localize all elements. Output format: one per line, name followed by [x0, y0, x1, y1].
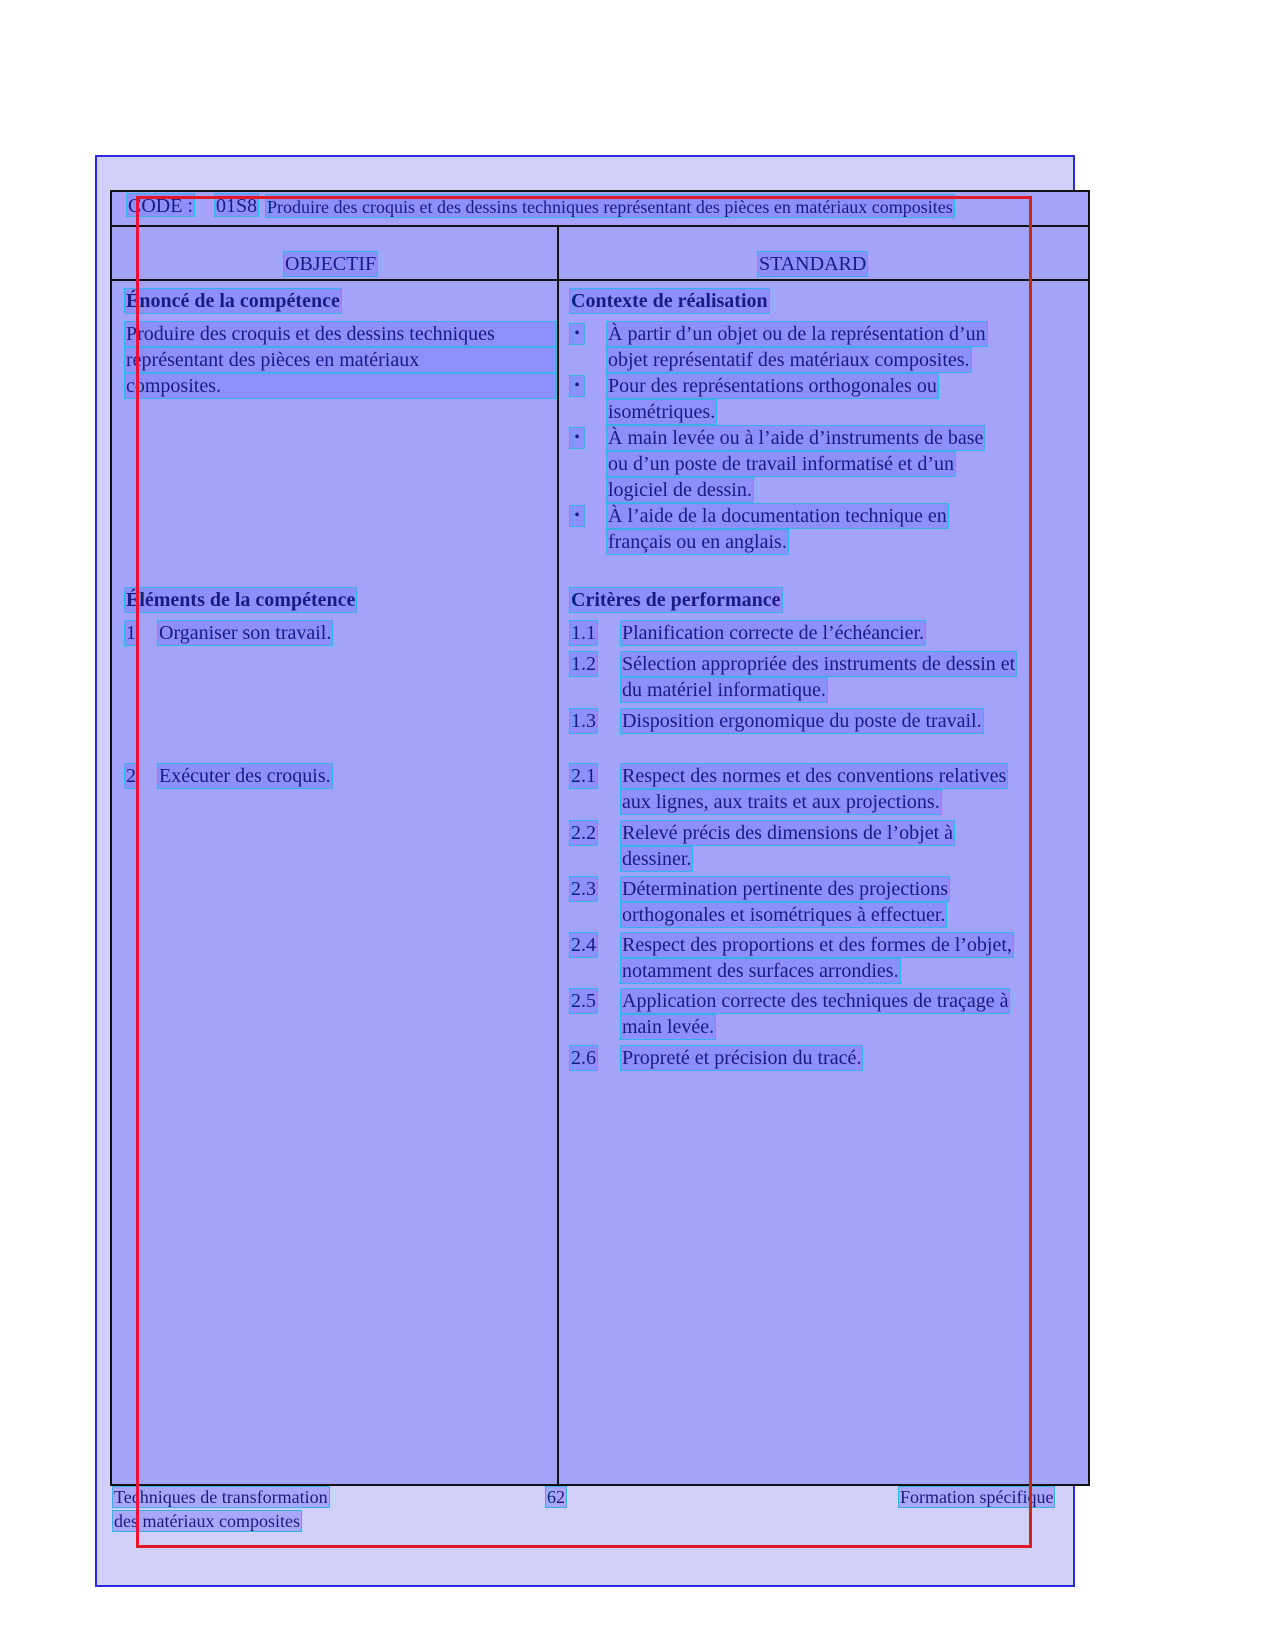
- contexte-line: Pour des représentations orthogonales ou: [608, 375, 937, 397]
- bullet-icon: •: [569, 505, 585, 527]
- contexte-line: français ou en anglais.: [608, 531, 787, 553]
- bullet-icon: •: [569, 323, 585, 345]
- contexte-line: isométriques.: [608, 401, 716, 423]
- code-label: CODE :: [128, 195, 193, 217]
- column-header-standard: STANDARD: [759, 253, 867, 275]
- footer-left: Techniques de transformation: [114, 1487, 328, 1507]
- enonce-line: composites.: [124, 373, 557, 399]
- critere-number: 1.1: [571, 622, 596, 644]
- critere-line: Respect des normes et des conventions relatives: [622, 765, 1007, 787]
- critere-number: 1.3: [571, 710, 596, 732]
- critere-line: notamment des surfaces arrondies.: [622, 960, 899, 982]
- bullet-icon: •: [569, 375, 585, 397]
- critere-line: Respect des proportions et des formes de l’objet,: [622, 934, 1012, 956]
- critere-number: 1.2: [571, 653, 596, 675]
- element-text: Organiser son travail.: [159, 622, 332, 644]
- column-divider: [557, 225, 559, 1486]
- critere-line: Disposition ergonomique du poste de travail.: [622, 710, 982, 732]
- contexte-line: objet représentatif des matériaux composites.: [608, 349, 970, 371]
- critere-line: Planification correcte de l’échéancier.: [622, 622, 925, 644]
- critere-line: aux lignes, aux traits et aux projections.: [622, 791, 940, 813]
- critere-number: 2.2: [571, 822, 596, 844]
- contexte-line: À main levée ou à l’aide d’instruments de base: [608, 427, 984, 449]
- header-rule: [110, 225, 1090, 227]
- critere-line: dessiner.: [622, 848, 692, 870]
- critere-line: Sélection appropriée des instruments de dessin et: [622, 653, 1016, 675]
- contexte-line: À l’aide de la documentation technique en: [608, 505, 947, 527]
- footer-left-2: des matériaux composites: [114, 1511, 300, 1531]
- element-number: 2: [126, 765, 136, 787]
- critere-line: Application correcte des techniques de traçage à: [622, 990, 1009, 1012]
- code-value: 01S8: [216, 195, 258, 217]
- critere-line: orthogonales et isométriques à effectuer.: [622, 904, 946, 926]
- contexte-line: logiciel de dessin.: [608, 479, 752, 501]
- critere-line: main levée.: [622, 1016, 715, 1038]
- competence-title: Produire des croquis et des dessins techniques représentant des pièces en matériaux composites: [265, 194, 955, 218]
- element-text: Exécuter des croquis.: [159, 765, 331, 787]
- critere-line: Relevé précis des dimensions de l’objet à: [622, 822, 954, 844]
- bullet-icon: •: [569, 427, 585, 449]
- critere-number: 2.5: [571, 990, 596, 1012]
- critere-number: 2.6: [571, 1047, 596, 1069]
- header-rule-top: [110, 190, 1090, 192]
- criteres-heading: Critères de performance: [571, 589, 781, 611]
- critere-number: 2.4: [571, 934, 596, 956]
- contexte-line: ou d’un poste de travail informatisé et d’un: [608, 453, 955, 475]
- contexte-line: À partir d’un objet ou de la représentation d’un: [608, 323, 986, 345]
- columns-rule: [110, 279, 1090, 281]
- footer-page-number: 62: [547, 1487, 565, 1507]
- column-header-objectif: OBJECTIF: [285, 253, 377, 275]
- elements-heading: Éléments de la compétence: [126, 589, 356, 611]
- enonce-line: représentant des pièces en matériaux: [124, 347, 557, 373]
- contexte-heading: Contexte de réalisation: [571, 290, 768, 312]
- critere-line: Détermination pertinente des projections: [622, 878, 949, 900]
- critere-line: du matériel informatique.: [622, 679, 826, 701]
- critere-number: 2.1: [571, 765, 596, 787]
- footer-right: Formation spécifique: [900, 1487, 1054, 1507]
- critere-line: Propreté et précision du tracé.: [622, 1047, 862, 1069]
- enonce-heading: Énoncé de la compétence: [126, 290, 340, 312]
- element-number: 1: [126, 622, 136, 644]
- enonce-line: Produire des croquis et des dessins techniques: [124, 321, 557, 347]
- critere-number: 2.3: [571, 878, 596, 900]
